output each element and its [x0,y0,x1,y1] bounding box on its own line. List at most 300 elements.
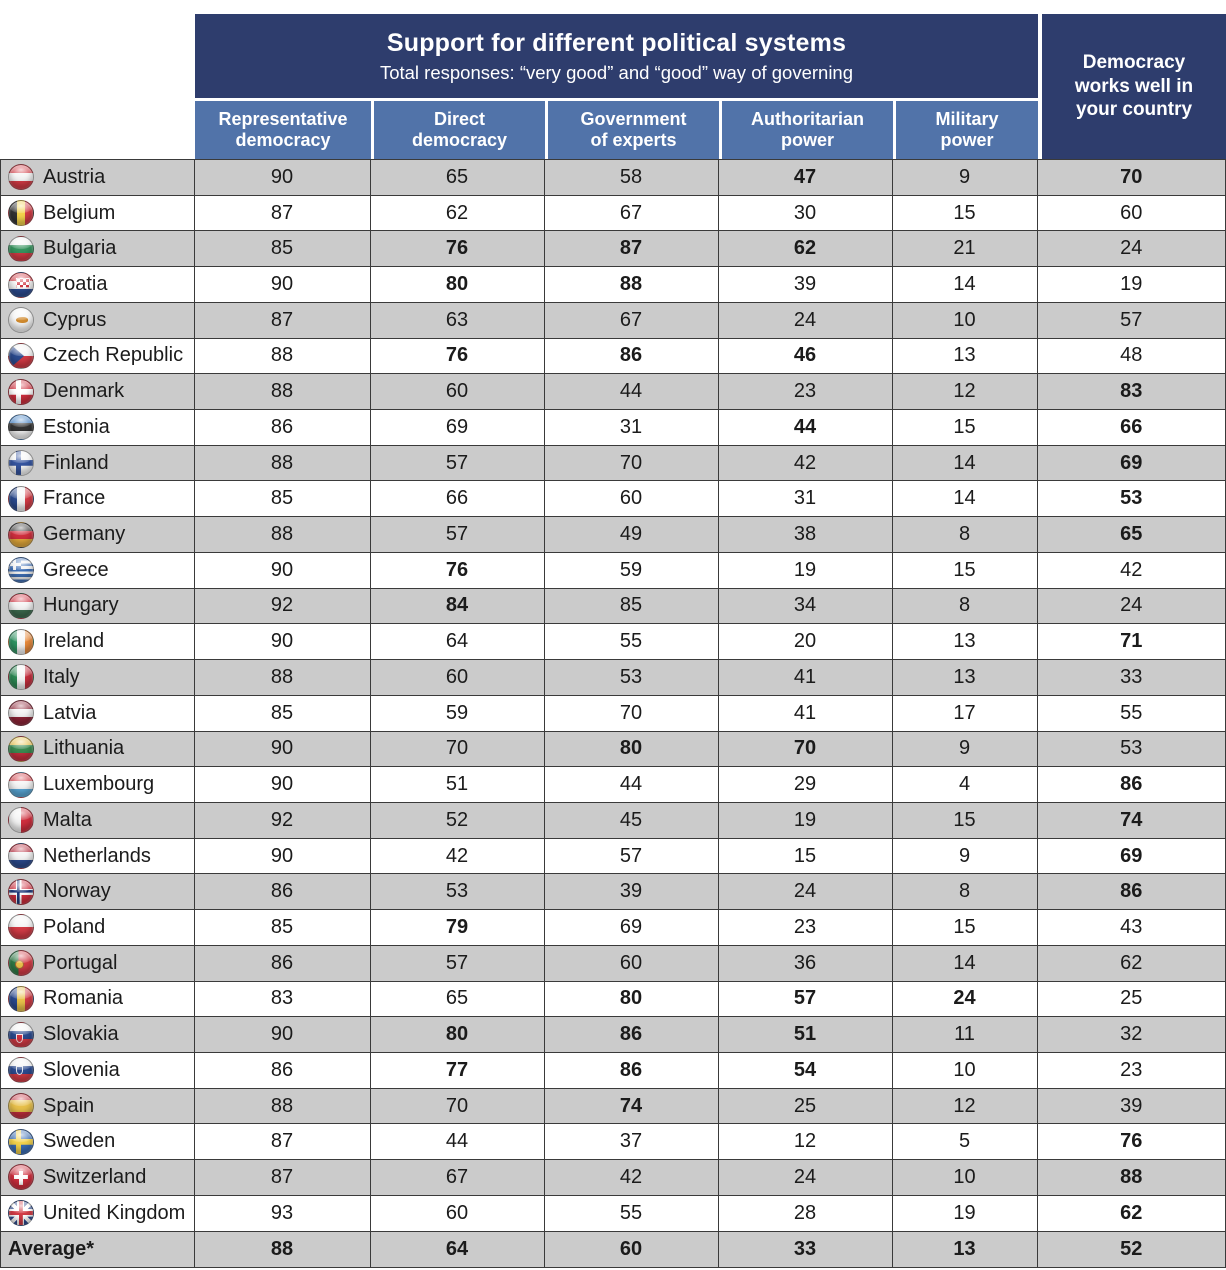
value-cell-democracy-works-well-in-your-country: 69 [1120,451,1143,474]
value-cell-authoritarian-power: 15 [719,839,893,874]
value-cell-representative-democracy: 88 [195,517,371,552]
value-cell-military-power: 4 [893,767,1038,802]
table-row-luxembourg [1,767,1225,803]
value-cell-democracy-works-well-in-your-country: 62 [1120,1201,1143,1224]
country-name: Germany [43,523,126,546]
country-name: France [43,487,106,510]
country-name: Finland [43,451,109,474]
value-cell-democracy-works-well-in-your-country: 74 [1120,808,1143,831]
country-name: Bulgaria [43,237,117,260]
value-cell-government-of-experts: 67 [545,303,719,338]
value-cell-government-of-experts: 80 [545,982,719,1017]
value-cell-democracy-works-well-in-your-country: 24 [1120,594,1143,617]
value-cell-government-of-experts: 74 [545,1089,719,1124]
value-cell-government-of-experts: 44 [545,767,719,802]
value-cell-direct-democracy: 51 [371,767,545,802]
table-row-poland [1,910,1225,946]
value-cell-authoritarian-power: 20 [719,624,893,659]
flag-gloss [9,1201,33,1225]
value-cell-military-power: 14 [893,446,1038,481]
column-header-direct-democracy: Direct democracy [374,101,545,159]
value-cell-military-power: 14 [893,946,1038,981]
table-row-germany [1,517,1225,553]
value-cell-democracy-works-well-in-your-country: 86 [1120,773,1143,796]
value-cell-authoritarian-power: 70 [719,732,893,767]
value-cell-government-of-experts: 37 [545,1124,719,1159]
value-cell-democracy-works-well-in-your-country: 32 [1120,1023,1143,1046]
value-cell-direct-democracy: 63 [371,303,545,338]
table-header [0,0,1226,159]
value-cell-democracy-works-well-in-your-country: 60 [1120,201,1143,224]
value-cell-direct-democracy: 79 [371,910,545,945]
flag-gloss [9,1023,33,1047]
value-cell-representative-democracy: 87 [195,1160,371,1195]
table-row-ireland [1,624,1225,660]
table-row-norway [1,874,1225,910]
table-row-belgium [1,196,1225,232]
country-name: Latvia [43,701,97,724]
italy-flag-icon [8,664,34,690]
table-row-slovakia [1,1017,1225,1053]
value-cell-representative-democracy: 92 [195,589,371,624]
value-cell-authoritarian-power: 24 [719,303,893,338]
country-cell [1,1017,195,1052]
flag-gloss [9,773,33,797]
czech-republic-flag-icon [8,343,34,369]
value-cell-government-of-experts: 42 [545,1160,719,1195]
table-row-denmark [1,374,1225,410]
value-cell-democracy-works-well-in-your-country: 53 [1120,737,1143,760]
flag-gloss [9,1058,33,1082]
value-cell-representative-democracy: 87 [195,1124,371,1159]
value-cell-military-power: 10 [893,1053,1038,1088]
value-cell-military-power: 9 [893,732,1038,767]
value-cell-democracy-works-well-in-your-country: 53 [1120,487,1143,510]
value-cell-military-power: 10 [893,303,1038,338]
value-cell-government-of-experts: 55 [545,624,719,659]
country-cell [1,1196,195,1231]
table-row-italy [1,660,1225,696]
value-cell-military-power: 8 [893,589,1038,624]
lithuania-flag-icon [8,736,34,762]
country-name: Hungary [43,594,119,617]
value-cell-democracy-works-well-in-your-country: 69 [1120,844,1143,867]
table-row-netherlands [1,839,1225,875]
country-cell [1,982,195,1017]
france-flag-icon [8,486,34,512]
value-cell-direct-democracy: 77 [371,1053,545,1088]
value-cell-authoritarian-power: 51 [719,1017,893,1052]
flag-gloss [9,558,33,582]
value-cell-authoritarian-power: 46 [719,339,893,374]
value-cell-democracy-works-well-in-your-country: 62 [1120,951,1143,974]
value-cell-direct-democracy: 80 [371,1017,545,1052]
value-cell-direct-democracy: 42 [371,839,545,874]
table-body [0,159,1226,1268]
value-cell-government-of-experts: 31 [545,410,719,445]
value-cell-military-power: 19 [893,1196,1038,1231]
value-cell-representative-democracy: 87 [195,303,371,338]
value-cell-military-power: 9 [893,160,1038,195]
country-cell [1,839,195,874]
value-cell-authoritarian-power: 54 [719,1053,893,1088]
romania-flag-icon [8,986,34,1012]
table-row-united-kingdom [1,1196,1225,1232]
country-name: Czech Republic [43,344,184,367]
value-cell-authoritarian-power: 29 [719,767,893,802]
value-cell-representative-democracy: 90 [195,767,371,802]
value-cell-authoritarian-power: 19 [719,553,893,588]
value-cell-authoritarian-power: 41 [719,696,893,731]
malta-flag-icon [8,807,34,833]
value-cell-government-of-experts: 60 [545,946,719,981]
value-cell-democracy-works-well-in-your-country: 71 [1120,630,1143,653]
value-cell-military-power: 13 [893,660,1038,695]
country-cell [1,660,195,695]
value-cell-representative-democracy: 88 [195,1232,371,1268]
slovakia-flag-icon [8,1022,34,1048]
value-cell-military-power: 15 [893,553,1038,588]
value-cell-direct-democracy: 65 [371,160,545,195]
value-cell-direct-democracy: 62 [371,196,545,231]
value-cell-government-of-experts: 49 [545,517,719,552]
title-block [195,14,1038,98]
table-row-hungary [1,589,1225,625]
country-cell [1,553,195,588]
value-cell-military-power: 11 [893,1017,1038,1052]
value-cell-direct-democracy: 76 [371,231,545,266]
value-cell-government-of-experts: 88 [545,267,719,302]
country-cell [1,374,195,409]
value-cell-representative-democracy: 93 [195,1196,371,1231]
table-row-average [1,1232,1225,1268]
value-cell-authoritarian-power: 19 [719,803,893,838]
estonia-flag-icon [8,414,34,440]
value-cell-government-of-experts: 70 [545,446,719,481]
value-cell-democracy-works-well-in-your-country: 43 [1120,915,1143,938]
value-cell-direct-democracy: 64 [371,624,545,659]
value-cell-representative-democracy: 88 [195,660,371,695]
value-cell-military-power: 8 [893,517,1038,552]
germany-flag-icon [8,522,34,548]
country-name: Ireland [43,630,105,653]
country-name: Italy [43,665,80,688]
country-cell [1,732,195,767]
value-cell-authoritarian-power: 30 [719,196,893,231]
value-cell-direct-democracy: 65 [371,982,545,1017]
table-row-sweden [1,1124,1225,1160]
value-cell-authoritarian-power: 38 [719,517,893,552]
value-cell-representative-democracy: 90 [195,553,371,588]
country-cell [1,803,195,838]
value-cell-government-of-experts: 86 [545,339,719,374]
greece-flag-icon [8,557,34,583]
value-cell-democracy-works-well-in-your-country: 55 [1120,701,1143,724]
value-cell-democracy-works-well-in-your-country: 48 [1120,344,1143,367]
value-cell-representative-democracy: 85 [195,231,371,266]
country-cell [1,267,195,302]
value-cell-government-of-experts: 39 [545,874,719,909]
value-cell-representative-democracy: 90 [195,1017,371,1052]
ireland-flag-icon [8,629,34,655]
value-cell-democracy-works-well-in-your-country: 39 [1120,1094,1143,1117]
country-name: Slovenia [43,1058,120,1081]
value-cell-representative-democracy: 88 [195,339,371,374]
country-name: Cyprus [43,308,107,331]
value-cell-authoritarian-power: 34 [719,589,893,624]
flag-gloss [9,808,33,832]
value-cell-government-of-experts: 55 [545,1196,719,1231]
table-row-finland [1,446,1225,482]
value-cell-government-of-experts: 60 [545,481,719,516]
value-cell-military-power: 24 [893,982,1038,1017]
value-cell-authoritarian-power: 42 [719,446,893,481]
value-cell-representative-democracy: 86 [195,1053,371,1088]
table-row-austria [1,160,1225,196]
value-cell-direct-democracy: 60 [371,660,545,695]
country-name: Slovakia [43,1023,119,1046]
country-name: Croatia [43,273,108,296]
value-cell-authoritarian-power: 23 [719,910,893,945]
column-header-military-power: Military power [896,101,1038,159]
value-cell-authoritarian-power: 25 [719,1089,893,1124]
value-cell-authoritarian-power: 44 [719,410,893,445]
value-cell-government-of-experts: 60 [545,1232,719,1268]
flag-gloss [9,737,33,761]
country-cell [1,589,195,624]
country-name: Average* [8,1237,94,1260]
value-cell-military-power: 12 [893,374,1038,409]
value-cell-government-of-experts: 69 [545,910,719,945]
value-cell-democracy-works-well-in-your-country: 88 [1120,1165,1143,1188]
flag-gloss [9,308,33,332]
value-cell-military-power: 15 [893,196,1038,231]
country-cell [1,1124,195,1159]
table-row-romania [1,982,1225,1018]
netherlands-flag-icon [8,843,34,869]
value-cell-government-of-experts: 58 [545,160,719,195]
value-cell-democracy-works-well-in-your-country: 33 [1120,665,1143,688]
value-cell-military-power: 21 [893,231,1038,266]
country-name: Luxembourg [43,773,155,796]
flag-gloss [9,380,33,404]
country-name: Portugal [43,951,118,974]
country-name: United Kingdom [43,1201,186,1224]
value-cell-democracy-works-well-in-your-country: 66 [1120,415,1143,438]
flag-gloss [9,451,33,475]
value-cell-democracy-works-well-in-your-country: 52 [1120,1237,1143,1260]
luxembourg-flag-icon [8,772,34,798]
belgium-flag-icon [8,200,34,226]
value-cell-authoritarian-power: 23 [719,374,893,409]
value-cell-democracy-works-well-in-your-country: 42 [1120,558,1143,581]
country-cell [1,339,195,374]
country-cell [1,767,195,802]
value-cell-military-power: 13 [893,339,1038,374]
country-cell [1,1232,195,1268]
value-cell-authoritarian-power: 47 [719,160,893,195]
switzerland-flag-icon [8,1164,34,1190]
flag-gloss [9,487,33,511]
table-row-cyprus [1,303,1225,339]
country-name: Norway [43,880,111,903]
value-cell-direct-democracy: 76 [371,339,545,374]
value-cell-direct-democracy: 76 [371,553,545,588]
value-cell-authoritarian-power: 33 [719,1232,893,1268]
value-cell-military-power: 9 [893,839,1038,874]
country-cell [1,696,195,731]
flag-gloss [9,201,33,225]
flag-gloss [9,951,33,975]
value-cell-direct-democracy: 53 [371,874,545,909]
value-cell-government-of-experts: 86 [545,1053,719,1088]
value-cell-direct-democracy: 64 [371,1232,545,1268]
value-cell-democracy-works-well-in-your-country: 70 [1120,165,1143,188]
value-cell-representative-democracy: 85 [195,481,371,516]
value-cell-government-of-experts: 80 [545,732,719,767]
flag-gloss [9,880,33,904]
country-name: Sweden [43,1130,116,1153]
value-cell-representative-democracy: 90 [195,624,371,659]
sweden-flag-icon [8,1129,34,1155]
value-cell-military-power: 15 [893,803,1038,838]
value-cell-authoritarian-power: 24 [719,1160,893,1195]
country-name: Spain [43,1094,95,1117]
flag-gloss [9,523,33,547]
flag-gloss [9,987,33,1011]
value-cell-military-power: 5 [893,1124,1038,1159]
value-cell-military-power: 10 [893,1160,1038,1195]
header-spacer [0,14,195,98]
value-cell-direct-democracy: 57 [371,517,545,552]
country-cell [1,1089,195,1124]
value-cell-direct-democracy: 70 [371,1089,545,1124]
table-row-france [1,481,1225,517]
country-cell [1,196,195,231]
column-header-democracy-works-well: Democracy works well in your country [1042,14,1226,159]
country-name: Poland [43,915,106,938]
value-cell-military-power: 8 [893,874,1038,909]
table-title: Support for different political systems [386,28,847,57]
value-cell-government-of-experts: 86 [545,1017,719,1052]
value-cell-democracy-works-well-in-your-country: 76 [1120,1130,1143,1153]
value-cell-democracy-works-well-in-your-country: 25 [1120,987,1143,1010]
value-cell-democracy-works-well-in-your-country: 83 [1120,380,1143,403]
value-cell-representative-democracy: 83 [195,982,371,1017]
value-cell-direct-democracy: 60 [371,1196,545,1231]
value-cell-authoritarian-power: 24 [719,874,893,909]
flag-gloss [9,1130,33,1154]
country-cell [1,910,195,945]
flag-gloss [9,915,33,939]
value-cell-authoritarian-power: 12 [719,1124,893,1159]
latvia-flag-icon [8,700,34,726]
country-cell [1,410,195,445]
column-header-government-of-experts: Government of experts [548,101,719,159]
table-row-estonia [1,410,1225,446]
country-cell [1,1053,195,1088]
value-cell-representative-democracy: 90 [195,732,371,767]
value-cell-military-power: 13 [893,1232,1038,1268]
table-subtitle: Total responses: “very good” and “good” way of governing [379,61,854,83]
value-cell-representative-democracy: 90 [195,267,371,302]
value-cell-government-of-experts: 53 [545,660,719,695]
value-cell-authoritarian-power: 28 [719,1196,893,1231]
austria-flag-icon [8,164,34,190]
flag-gloss [9,344,33,368]
flag-gloss [9,844,33,868]
value-cell-representative-democracy: 86 [195,946,371,981]
country-cell [1,481,195,516]
table-row-slovenia [1,1053,1225,1089]
united-kingdom-flag-icon [8,1200,34,1226]
bulgaria-flag-icon [8,236,34,262]
column-header-authoritarian-power: Authoritarian power [722,101,893,159]
table-row-greece [1,553,1225,589]
country-cell [1,303,195,338]
value-cell-representative-democracy: 86 [195,874,371,909]
value-cell-representative-democracy: 87 [195,196,371,231]
value-cell-representative-democracy: 90 [195,839,371,874]
value-cell-authoritarian-power: 31 [719,481,893,516]
country-cell [1,160,195,195]
value-cell-representative-democracy: 85 [195,910,371,945]
poland-flag-icon [8,914,34,940]
country-name: Greece [43,558,109,581]
value-cell-government-of-experts: 67 [545,196,719,231]
cyprus-flag-icon [8,307,34,333]
table-row-croatia [1,267,1225,303]
table-row-portugal [1,946,1225,982]
table-row-czech-republic [1,339,1225,375]
value-cell-direct-democracy: 80 [371,267,545,302]
value-cell-democracy-works-well-in-your-country: 19 [1120,273,1143,296]
value-cell-representative-democracy: 88 [195,374,371,409]
value-cell-direct-democracy: 57 [371,946,545,981]
country-cell [1,624,195,659]
value-cell-government-of-experts: 87 [545,231,719,266]
flag-gloss [9,701,33,725]
country-name: Lithuania [43,737,125,760]
value-cell-military-power: 17 [893,696,1038,731]
value-cell-authoritarian-power: 57 [719,982,893,1017]
value-cell-direct-democracy: 60 [371,374,545,409]
value-cell-authoritarian-power: 62 [719,231,893,266]
value-cell-government-of-experts: 59 [545,553,719,588]
portugal-flag-icon [8,950,34,976]
value-cell-government-of-experts: 45 [545,803,719,838]
table-row-latvia [1,696,1225,732]
value-cell-representative-democracy: 92 [195,803,371,838]
flag-gloss [9,665,33,689]
value-cell-authoritarian-power: 39 [719,267,893,302]
value-cell-authoritarian-power: 36 [719,946,893,981]
value-cell-representative-democracy: 85 [195,696,371,731]
country-name: Switzerland [43,1165,147,1188]
country-cell [1,517,195,552]
flag-gloss [9,237,33,261]
finland-flag-icon [8,450,34,476]
value-cell-direct-democracy: 44 [371,1124,545,1159]
country-cell [1,874,195,909]
value-cell-democracy-works-well-in-your-country: 65 [1120,523,1143,546]
country-cell [1,1160,195,1195]
value-cell-representative-democracy: 88 [195,1089,371,1124]
flag-gloss [9,165,33,189]
flag-gloss [9,415,33,439]
value-cell-representative-democracy: 86 [195,410,371,445]
value-cell-military-power: 12 [893,1089,1038,1124]
